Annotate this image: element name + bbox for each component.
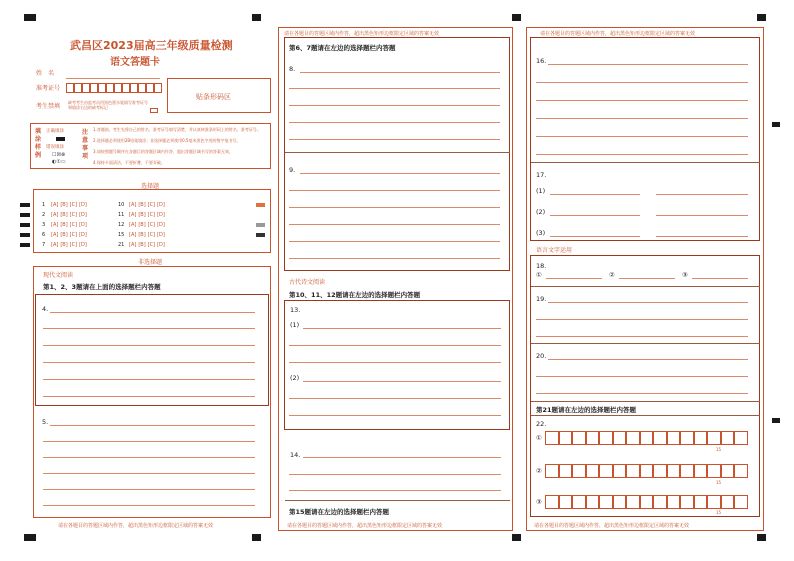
wrong-fill-samples: ☐☒⊗	[52, 152, 66, 158]
q14-number: 14.	[290, 451, 301, 459]
q22-grid-1[interactable]	[545, 431, 748, 445]
scan-mark-dark	[256, 233, 265, 237]
q10-note: 第10、11、12题请在左边的选择题栏内答题	[289, 291, 421, 299]
option-a[interactable]: [A]	[129, 202, 137, 208]
q22-count-1: 15	[716, 447, 722, 452]
q4-area[interactable]	[35, 294, 269, 406]
q17-part2: (2)	[536, 208, 546, 216]
q22-number: 22.	[536, 420, 547, 428]
wrong-fill-samples-2: ◐①▭	[52, 159, 66, 165]
correct-fill-label: 正确填涂	[46, 129, 64, 134]
modern-section-title: 现代文阅读	[43, 272, 74, 279]
option-a[interactable]: [A]	[129, 242, 137, 248]
q17-part1: (1)	[536, 187, 546, 195]
option-c[interactable]: [C]	[69, 232, 78, 238]
choice-number: 6	[42, 232, 46, 238]
notice-label: 注意事项	[82, 129, 89, 160]
timing-mark	[252, 534, 261, 541]
q22-part3: ③	[536, 498, 542, 506]
option-a[interactable]: [A]	[51, 242, 59, 248]
option-a[interactable]: [A]	[51, 232, 59, 238]
q18-part2: ②	[609, 271, 615, 279]
fill-example-label: 填涂样例	[35, 128, 42, 159]
option-c[interactable]: [C]	[147, 222, 156, 228]
option-d[interactable]: [D]	[157, 232, 165, 238]
absent-mark-box[interactable]	[150, 108, 158, 113]
option-a[interactable]: [A]	[129, 212, 137, 218]
option-b[interactable]: [B]	[60, 232, 68, 238]
wrong-fill-label: 错误填涂	[46, 145, 64, 150]
q22-count-3: 15	[716, 510, 722, 515]
choice-row	[42, 210, 89, 220]
timing-mark	[757, 534, 766, 541]
choice-row	[118, 220, 167, 230]
exam-title: 武昌区2023届高三年级质量检测	[70, 39, 233, 52]
choice-left-block	[42, 200, 89, 250]
timing-mark	[512, 14, 521, 21]
q13-part2: (2)	[290, 374, 300, 382]
choice-title: 选择题	[141, 183, 160, 190]
q17-part3: (3)	[536, 229, 546, 237]
q17-number: 17.	[536, 171, 547, 179]
poem-section-title: 古代诗文阅读	[289, 279, 326, 286]
option-b[interactable]: [B]	[60, 212, 68, 218]
forbid-note: 缺考考生由监考员用黑色墨水笔填写准考证号和填涂右边的缺考标记	[68, 100, 148, 110]
q15-note: 第15题请在左边的选择题栏内答题	[289, 508, 390, 516]
option-b[interactable]: [B]	[138, 202, 146, 208]
choice-row	[42, 200, 89, 210]
ticket-label: 准考证号	[36, 85, 61, 92]
choice-number: 21	[118, 242, 125, 248]
q8-number: 8.	[289, 65, 296, 73]
q123-note: 第1、2、3题请在上面的选择题栏内答题	[43, 283, 161, 291]
col3-boundary-note: 请在各题目的答题区域内作答，超出黑色矩形边框限定区域的答案无效	[534, 523, 690, 529]
timing-mark	[757, 14, 766, 21]
choice-number: 10	[118, 202, 125, 208]
q16-number: 16.	[536, 57, 547, 65]
q22-part2: ②	[536, 467, 542, 475]
q22-grid-2[interactable]	[545, 464, 748, 478]
option-c[interactable]: [C]	[69, 212, 78, 218]
option-b[interactable]: [B]	[138, 232, 146, 238]
q18-part3: ③	[682, 271, 688, 279]
q21-note: 第21题请在左边的选择题栏内答题	[536, 406, 637, 414]
option-c[interactable]: [C]	[147, 232, 156, 238]
q18-number: 18.	[536, 262, 547, 270]
notice-3: 3.请按照题号顺序在各题目的答题区域内作答，超出答题区域书写的答案无效。	[93, 149, 233, 154]
option-d[interactable]: [D]	[157, 212, 165, 218]
timing-mark	[252, 14, 261, 21]
notice-2: 2.选择题必须使用2B铅笔填涂；非选择题必须使用0.5毫米黑色字迹的签字笔书写。	[93, 138, 241, 143]
choice-number: 11	[118, 212, 125, 218]
choice-number: 7	[42, 242, 46, 248]
col1-boundary-note: 请在各题目的答题区域内作答，超出黑色矩形边框限定区域的答案无效	[58, 523, 214, 529]
col3-top-boundary-note: 请在各题目的答题区域内作答，超出黑色矩形边框限定区域的答案无效	[540, 31, 696, 37]
q22-count-2: 15	[716, 480, 722, 485]
choice-row	[118, 230, 167, 240]
option-d[interactable]: [D]	[79, 222, 87, 228]
option-b[interactable]: [B]	[60, 242, 68, 248]
choice-row	[118, 210, 167, 220]
option-d[interactable]: [D]	[157, 242, 165, 248]
notice-4: 4.保持卡面清洁，不要折叠，不要弄破。	[93, 160, 165, 165]
q13-number: 13.	[290, 306, 301, 314]
choice-row	[42, 220, 89, 230]
option-d[interactable]: [D]	[79, 202, 87, 208]
option-c[interactable]: [C]	[69, 202, 78, 208]
col2-top-note: 第6、7题请在左边的选择题栏内答题	[289, 44, 396, 52]
option-c[interactable]: [C]	[147, 202, 156, 208]
nonchoice-title: 非选择题	[138, 259, 163, 266]
timing-mark	[772, 418, 780, 423]
q9-number: 9.	[289, 166, 296, 174]
name-field[interactable]	[66, 78, 160, 79]
q13-part1: (1)	[290, 321, 300, 329]
sheet-subtitle: 语文答题卡	[110, 57, 160, 68]
choice-right-block	[118, 200, 167, 250]
q20-number: 20.	[536, 352, 547, 360]
option-b[interactable]: [B]	[138, 242, 146, 248]
option-d[interactable]: [D]	[79, 232, 87, 238]
option-b[interactable]: [B]	[138, 212, 146, 218]
ticket-number-boxes[interactable]	[66, 83, 162, 93]
timing-mark	[24, 534, 36, 541]
choice-row	[118, 240, 167, 250]
choice-row	[42, 240, 89, 250]
q13-area[interactable]	[284, 300, 510, 430]
option-b[interactable]: [B]	[60, 222, 68, 228]
choice-row	[118, 200, 167, 210]
q19-number: 19.	[536, 295, 547, 303]
choice-number: 12	[118, 222, 125, 228]
option-c[interactable]: [C]	[69, 242, 78, 248]
q16-q17-area[interactable]	[530, 37, 760, 241]
timing-mark	[24, 14, 36, 21]
timing-mark	[512, 534, 521, 541]
barcode-label: 贴条形码区	[196, 93, 231, 101]
choice-number: 2	[42, 212, 46, 218]
q22-grid-3[interactable]	[545, 495, 748, 509]
option-c[interactable]: [C]	[69, 222, 78, 228]
scan-mark-orange	[256, 203, 265, 207]
col2-boundary-note: 请在各题目的答题区域内作答，超出黑色矩形边框限定区域的答案无效	[287, 523, 443, 529]
option-a[interactable]: [A]	[51, 222, 59, 228]
q18-part1: ①	[536, 271, 542, 279]
option-c[interactable]: [C]	[147, 242, 156, 248]
q5-number: 5.	[42, 418, 49, 426]
option-d[interactable]: [D]	[79, 242, 87, 248]
option-c[interactable]: [C]	[147, 212, 156, 218]
option-a[interactable]: [A]	[129, 222, 137, 228]
option-a[interactable]: [A]	[129, 232, 137, 238]
col2-top-boundary-note: 请在各题目的答题区域内作答，超出黑色矩形边框限定区域的答案无效	[284, 31, 440, 37]
option-d[interactable]: [D]	[157, 202, 165, 208]
forbid-label: 考生禁填	[36, 103, 61, 110]
option-b[interactable]: [B]	[60, 202, 68, 208]
option-d[interactable]: [D]	[157, 222, 165, 228]
option-a[interactable]: [A]	[51, 202, 59, 208]
correct-fill-sample	[56, 137, 65, 141]
choice-row	[42, 230, 89, 240]
choice-number: 1	[42, 202, 46, 208]
option-b[interactable]: [B]	[138, 222, 146, 228]
q4-number: 4.	[42, 305, 49, 313]
q22-part1: ①	[536, 434, 542, 442]
option-d[interactable]: [D]	[79, 212, 87, 218]
option-a[interactable]: [A]	[51, 212, 59, 218]
choice-number: 3	[42, 222, 46, 228]
choice-number: 15	[118, 232, 125, 238]
notice-1: 1.答题前，考生先将自己的姓名、准考证号填写清楚，并认真核准条形码上的姓名、准考证号。	[93, 127, 261, 132]
scan-mark-gray	[256, 223, 265, 227]
name-label: 姓 名	[36, 70, 55, 77]
timing-mark	[772, 122, 780, 127]
lang-section-title: 语言文字运用	[536, 247, 573, 254]
